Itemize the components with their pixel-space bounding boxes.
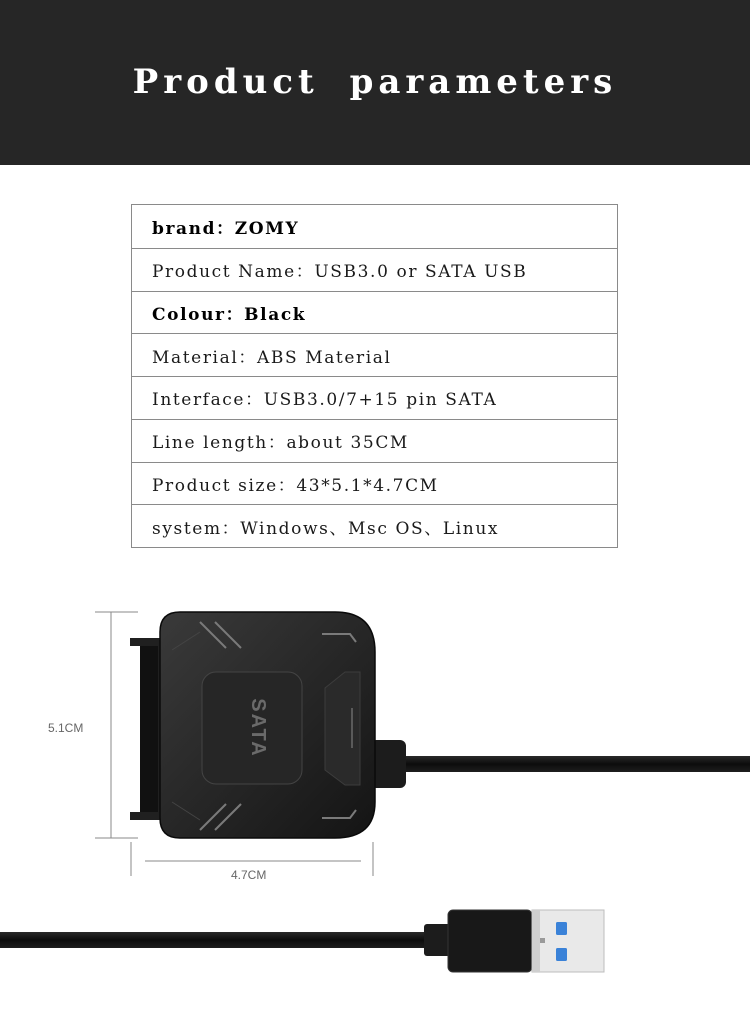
page-title: Product parameters	[132, 62, 618, 102]
width-dimension-line	[131, 842, 373, 876]
spec-table	[131, 204, 618, 548]
spec-row-line-length: Line length：about 35CM	[132, 419, 617, 462]
usb-plug-body	[448, 910, 532, 972]
header-banner	[0, 0, 750, 165]
usb-pin-upper	[556, 922, 567, 935]
usb-pin-lower	[556, 948, 567, 961]
usb-sata-adapter-image	[0, 580, 750, 1017]
sata-logo-text: SATA	[247, 698, 269, 758]
height-dimension-label: 5.1CM	[48, 721, 84, 735]
width-dimension-label: 4.7CM	[231, 868, 267, 882]
cable-lower	[0, 932, 430, 948]
product-diagram	[0, 580, 750, 1017]
spec-row-brand: brand：ZOMY	[152, 218, 300, 239]
spec-row-system: system：Windows、Msc OS、Linux	[132, 504, 617, 547]
cable-upper	[402, 756, 750, 772]
spec-row-product-name: Product Name：USB3.0 or SATA USB	[132, 248, 617, 291]
spec-row-interface: Interface：USB3.0/7+15 pin SATA	[132, 376, 617, 419]
spec-row-product-size: Product size：43*5.1*4.7CM	[132, 462, 617, 505]
spec-row-colour: Colour：Black	[132, 291, 617, 334]
spec-row-material: Material：ABS Material	[132, 333, 617, 376]
